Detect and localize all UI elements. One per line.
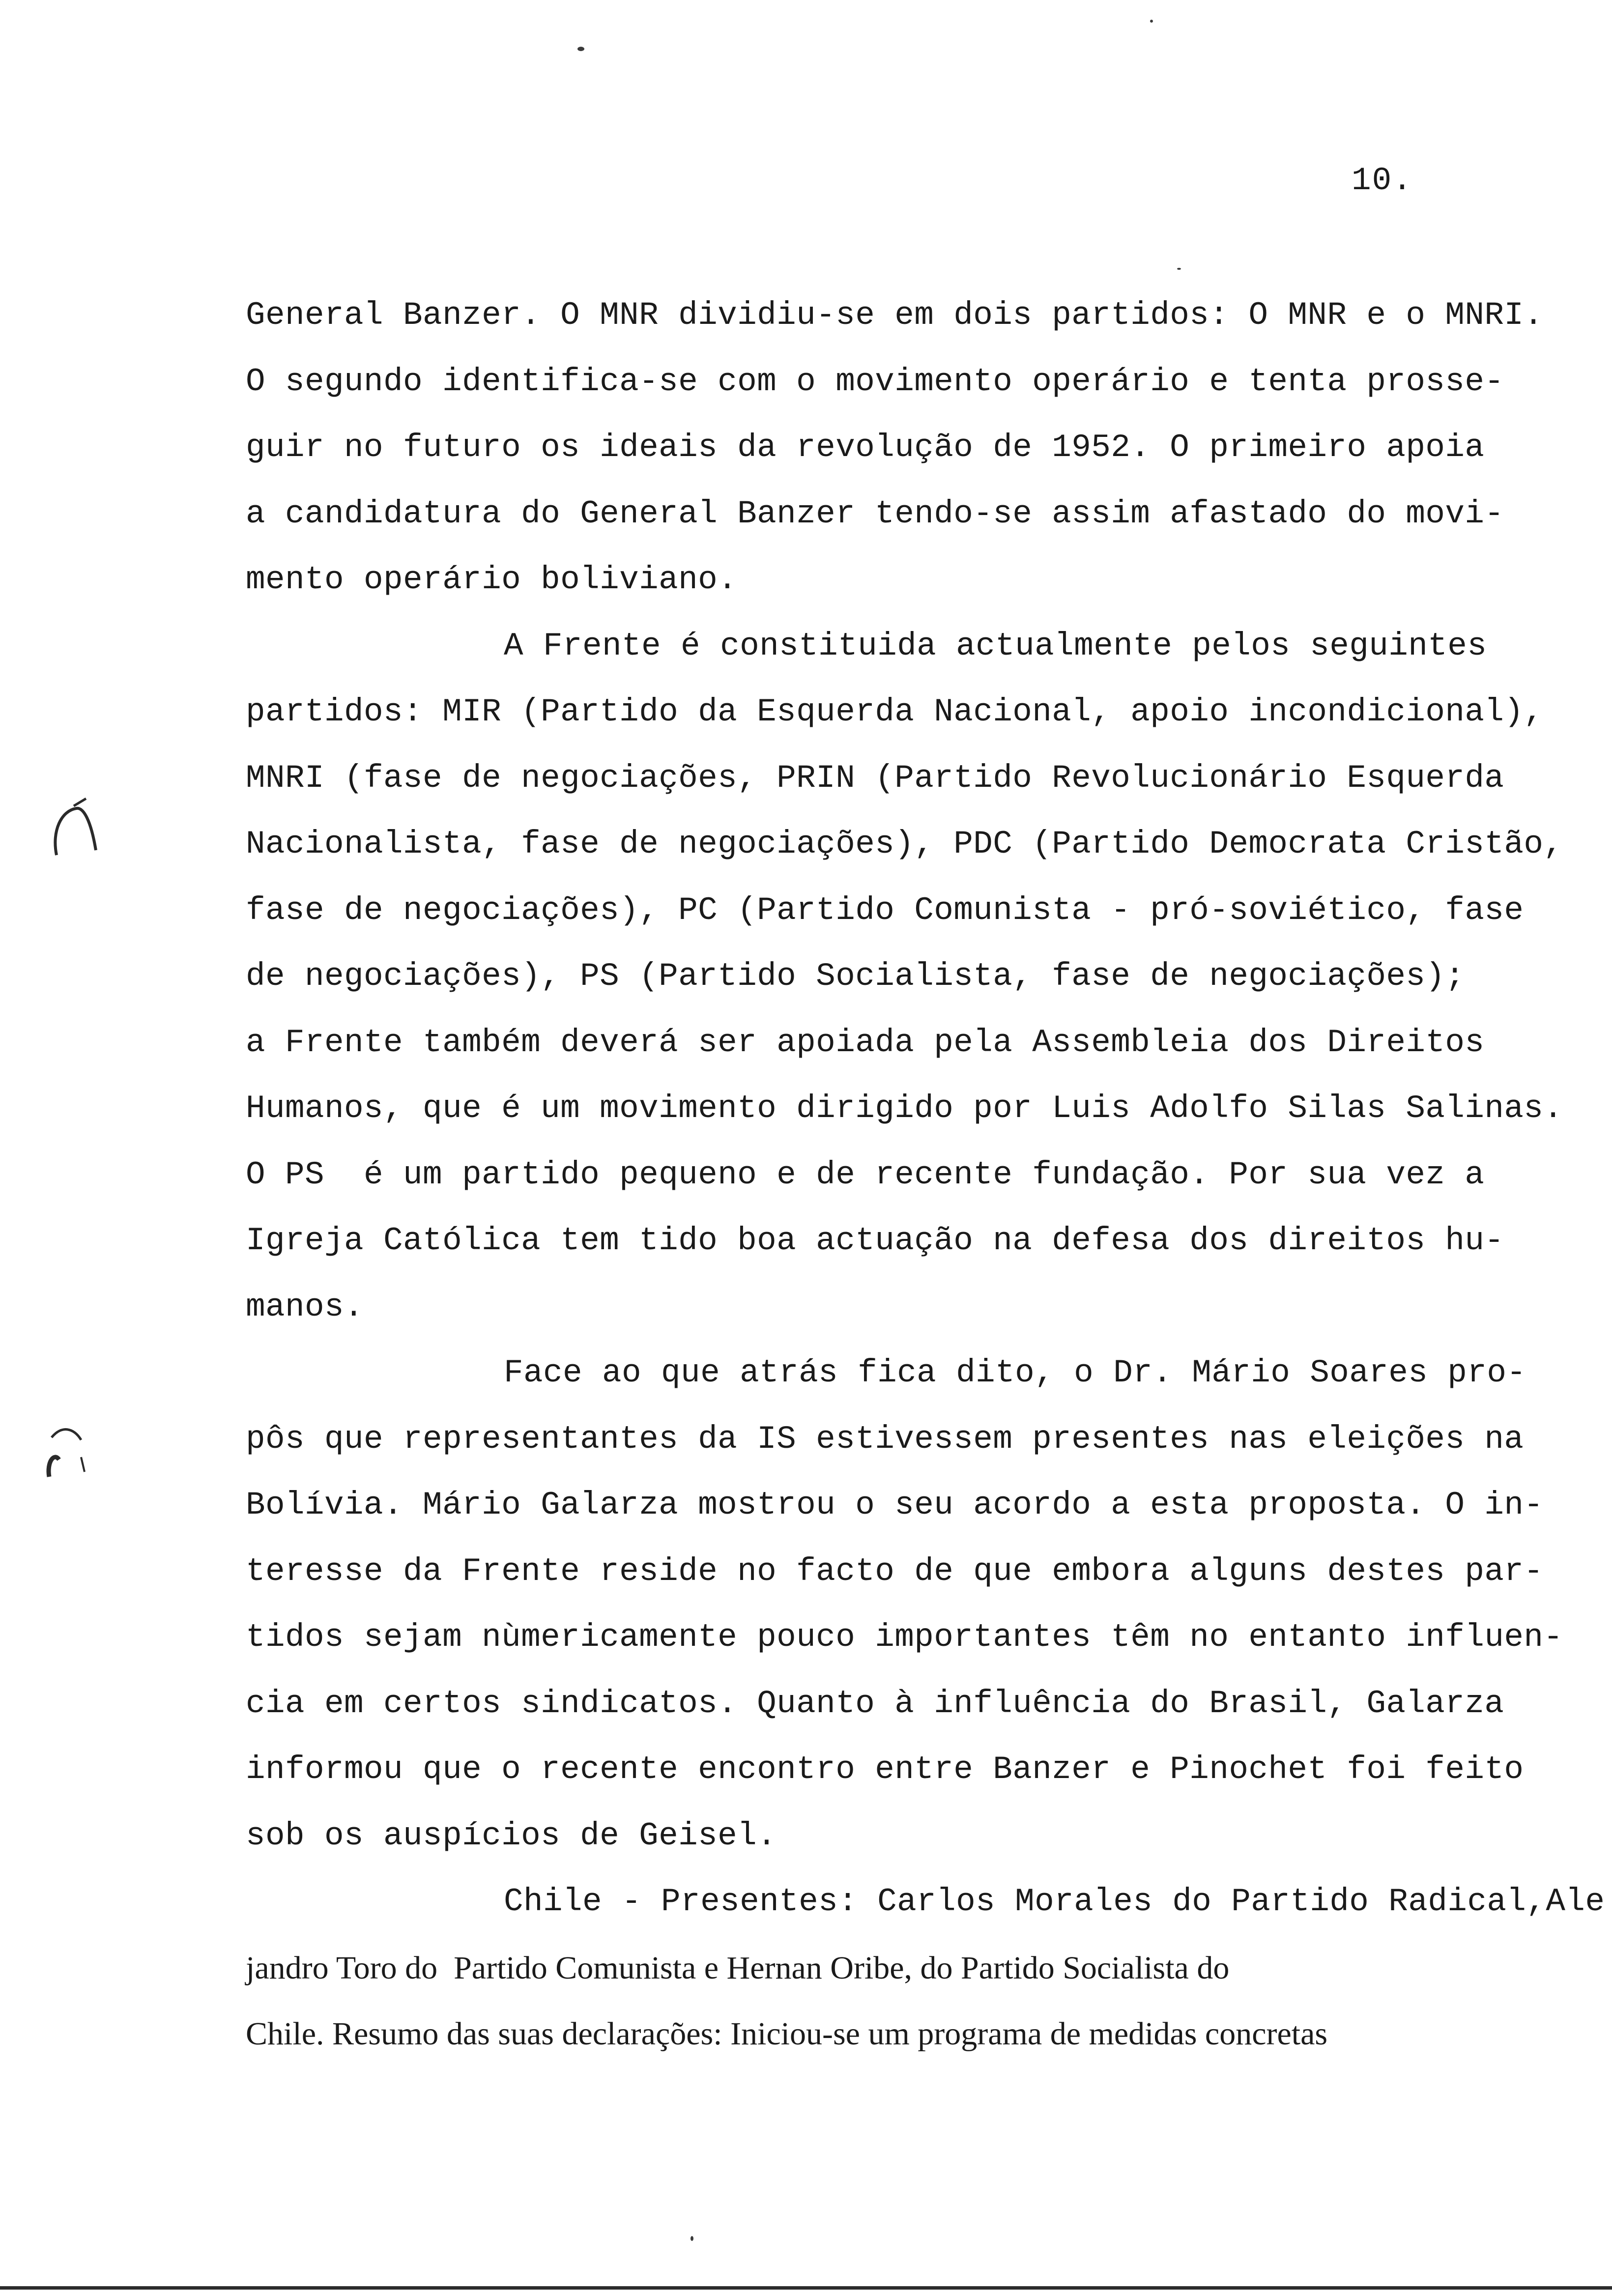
scan-speck — [1150, 20, 1153, 23]
text-line: MNRI (fase de negociações, PRIN (Partido Revolucionário Esquerda — [246, 759, 1504, 797]
text-line: Igreja Católica tem tido boa actuação na defesa dos direitos hu- — [246, 1222, 1504, 1259]
text-line: O segundo identifica-se com o movimento operário e tenta prosse- — [246, 363, 1504, 400]
text-line: pôs que representantes da IS estivessem presentes nas eleições na — [246, 1420, 1524, 1458]
text-line: a Frente também deverá ser apoiada pela Assembleia dos Direitos — [246, 1024, 1485, 1061]
paragraph-start-line: Face ao que atrás fica dito, o Dr. Mário Soares pro- — [504, 1354, 1526, 1391]
text-line: O PS é um partido pequeno e de recente fundação. Por sua vez a — [246, 1156, 1485, 1193]
paragraph-start-line: Chile - Presentes: Carlos Morales do Partido Radical,Ale — [504, 1883, 1605, 1920]
text-line: manos. — [246, 1288, 364, 1325]
text-line: partidos: MIR (Partido da Esquerda Nacional, apoio incondicional), — [246, 693, 1544, 730]
text-line: informou que o recente encontro entre Banzer e Pinochet foi feito — [246, 1751, 1524, 1788]
text-line: guir no futuro os ideais da revolução de 1952. O primeiro apoia — [246, 429, 1485, 466]
text-line: tidos sejam nùmericamente pouco importantes têm no entanto influen- — [246, 1619, 1563, 1656]
text-line: sob os auspícios de Geisel. — [246, 1817, 777, 1854]
text-line: Chile. Resumo das suas declarações: Iniciou-se um programa de medidas concretas — [246, 2016, 1328, 2052]
scan-speck — [1177, 268, 1181, 270]
text-line: fase de negociações), PC (Partido Comunista - pró-soviético, fase — [246, 891, 1524, 929]
text-line: Humanos, que é um movimento dirigido por Luis Adolfo Silas Salinas. — [246, 1090, 1563, 1127]
bottom-rule — [0, 2286, 1612, 2290]
text-line: teresse da Frente reside no facto de que embora alguns destes par- — [246, 1552, 1544, 1590]
body-text — [246, 291, 1605, 2076]
binder-hole-mark — [39, 1423, 93, 1492]
text-line: General Banzer. O MNR dividiu-se em dois partidos: O MNR e o MNRI. — [246, 297, 1544, 334]
text-line: a candidatura do General Banzer tendo-se assim afastado do movi- — [246, 495, 1504, 532]
text-line: cia em certos sindicatos. Quanto à influência do Brasil, Galarza — [246, 1685, 1504, 1722]
page-number: 10. — [1352, 162, 1413, 199]
text-line: Nacionalista, fase de negociações), PDC (Partido Democrata Cristão, — [246, 826, 1563, 862]
scan-speck — [577, 47, 584, 51]
text-line: Bolívia. Mário Galarza mostrou o seu acordo a esta proposta. O in- — [246, 1487, 1544, 1523]
text-line: de negociações), PS (Partido Socialista, fase de negociações); — [246, 958, 1465, 995]
paragraph-start-line: A Frente é constituida actualmente pelos seguintes — [504, 627, 1487, 664]
text-line: mento operário boliviano. — [246, 561, 738, 598]
scan-speck — [691, 2236, 693, 2241]
text-line: jandro Toro do Partido Comunista e Hernan Oribe, do Partido Socialista do — [246, 1950, 1230, 1986]
binder-hole-mark — [47, 796, 101, 865]
